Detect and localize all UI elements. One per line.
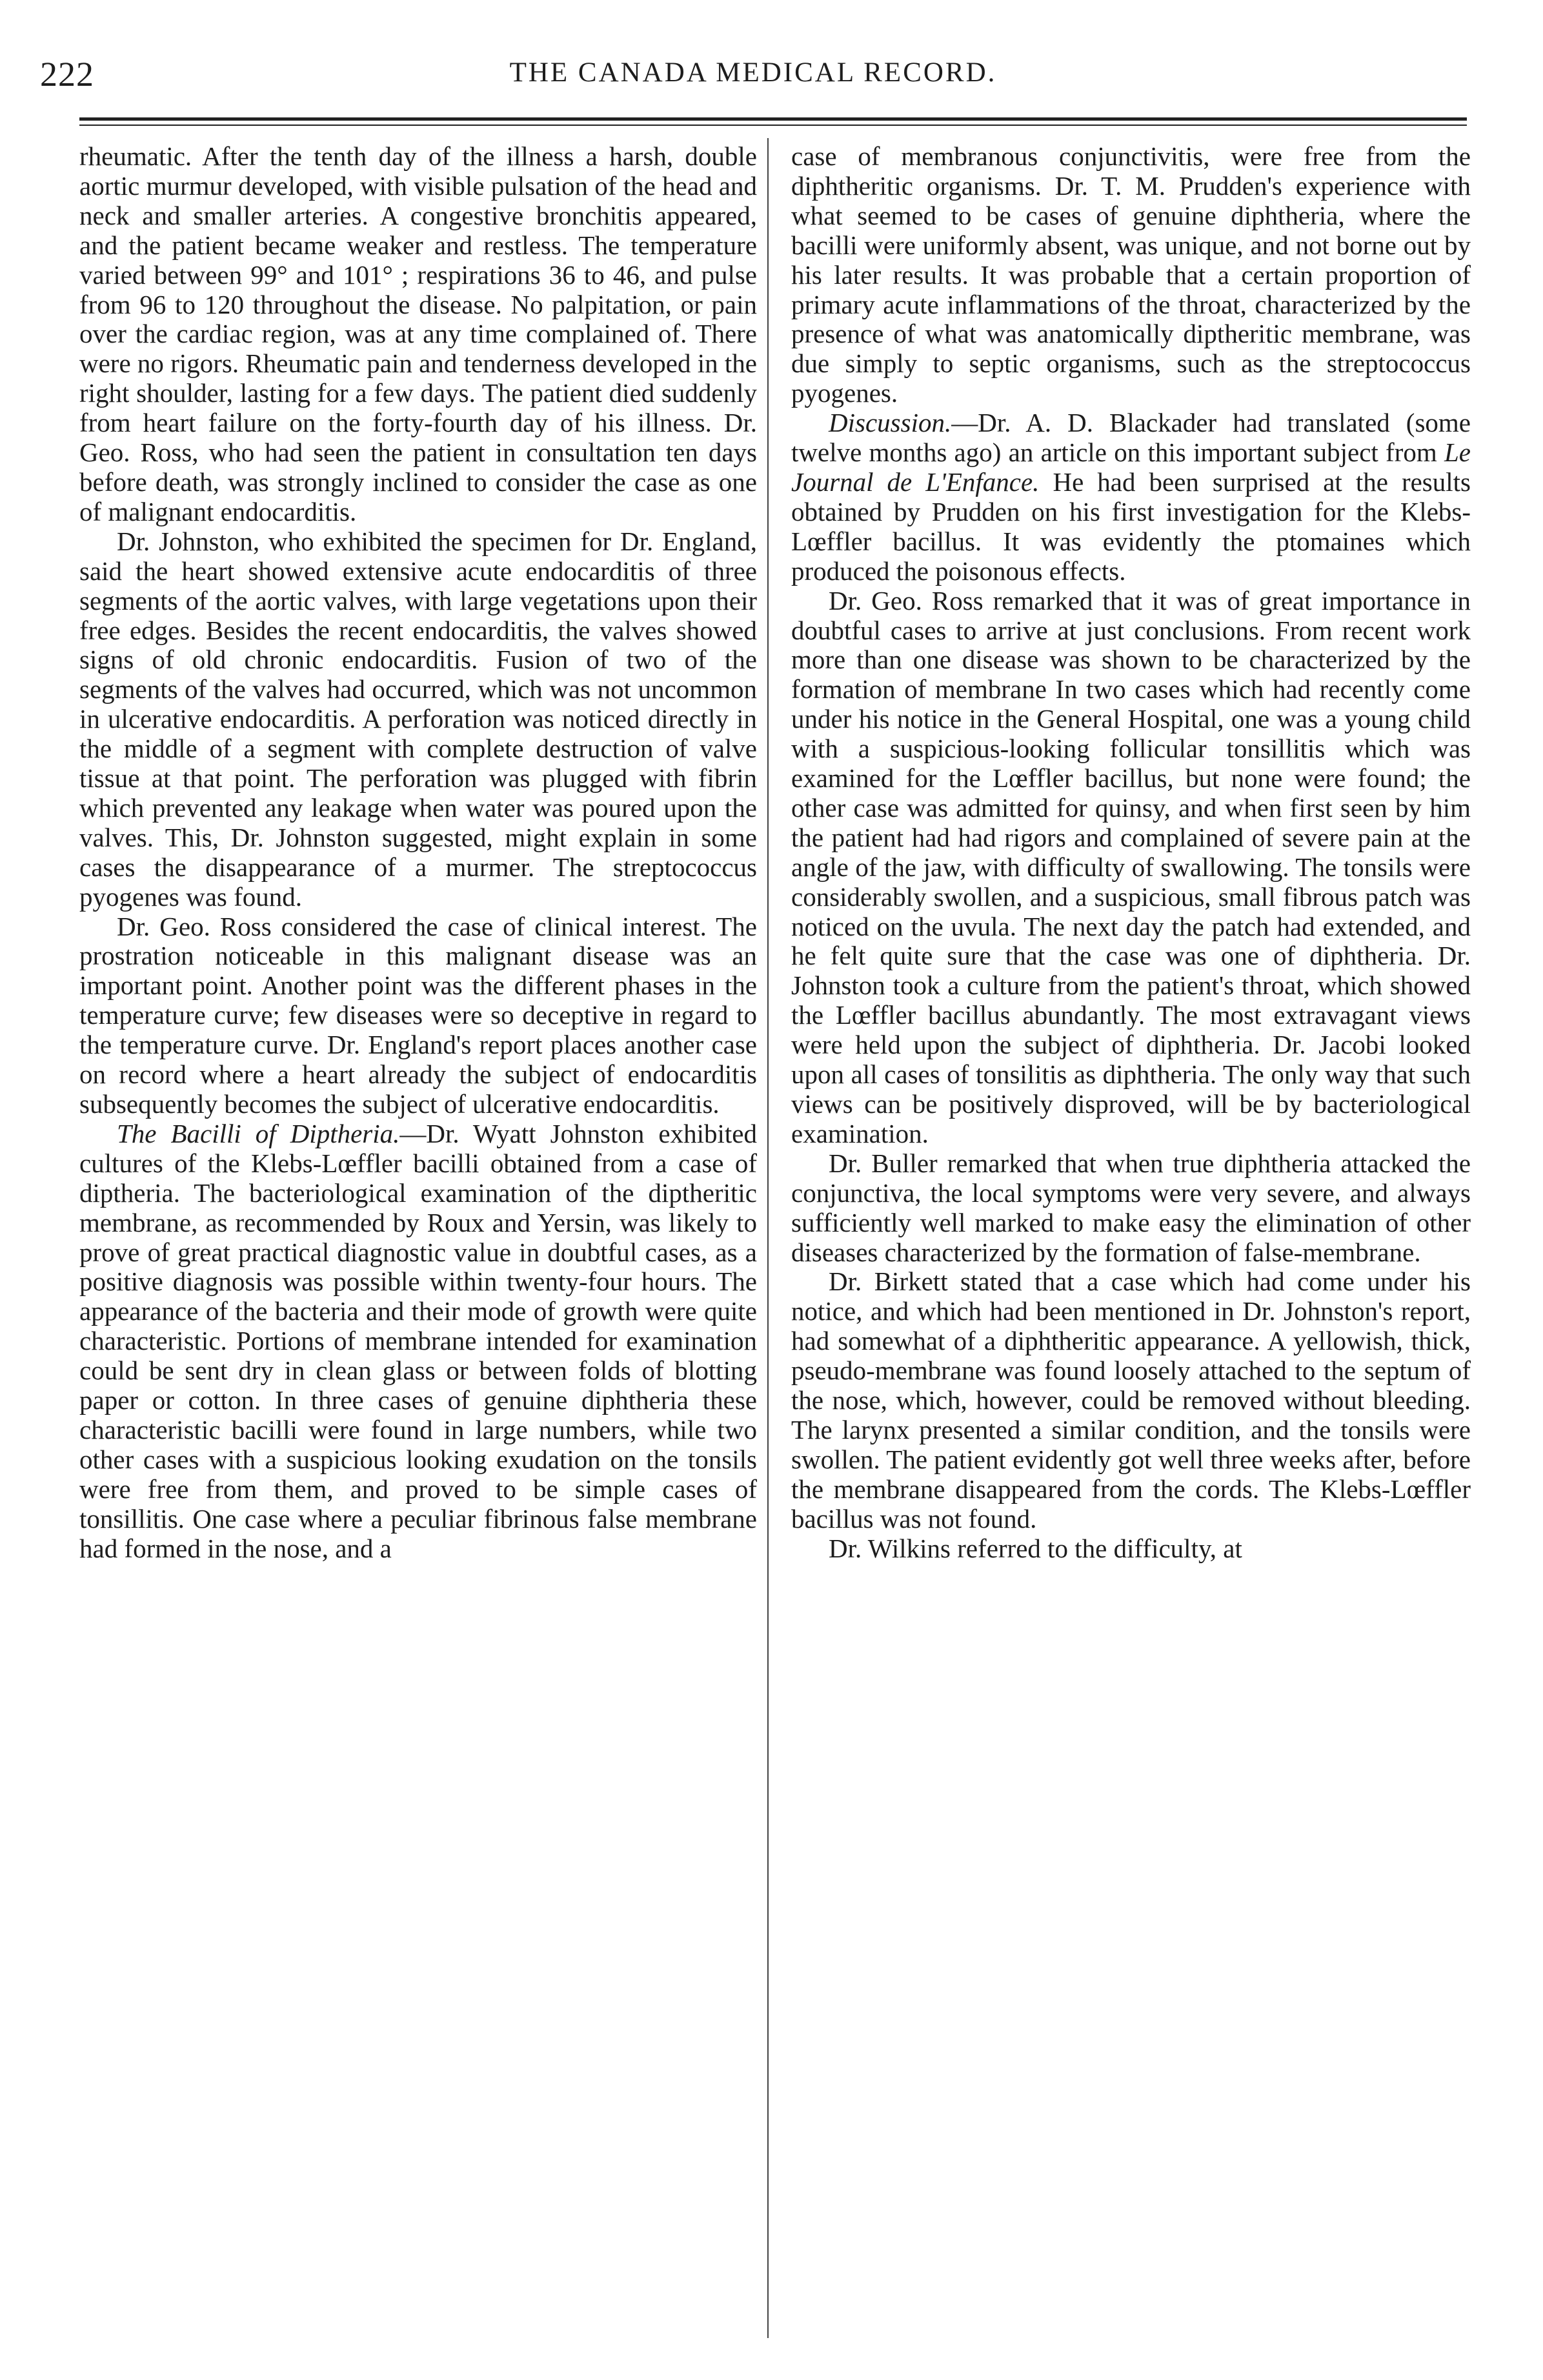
paragraph: Dr. Geo. Ross considered the case of clinical interest. The prostration noticeable in this malignant disease was an important point. Another point was the different phases in the temperature curve; few diseases were so deceptive in regard to the temperature curve. Dr. England's report places another case on record where a heart already the subject of endocarditis subsequently becomes the subject of ulcerative endocarditis.: [79, 911, 757, 1119]
page-header: [40, 50, 1466, 102]
paragraph: [79, 1119, 757, 1564]
left-column: [79, 142, 757, 2361]
running-head: THE CANADA MEDICAL RECORD.: [509, 57, 997, 88]
column-divider: [767, 138, 769, 2338]
paragraph: Dr. Wilkins referred to the difficulty, at: [829, 1533, 1242, 1563]
paragraph: rheumatic. After the tenth day of the illness a harsh, double aortic murmur developed, with visible pulsation of the head and neck and smaller arteries. A congestive bronchitis appeared, and the patient became weaker and restless. The temperature varied between 99° and 101° ; respirations 36 to 46, and pulse from 96 to 120 throughout the disease. No palpitation, or pain over the cardiac region, was at any time complained of. There were no rigors. Rheumatic pain and tenderness developed in the right shoulder, lasting for a few days. The patient died suddenly from heart failure on the forty-fourth day of his illness. Dr. Geo. Ross, who had seen the patient in consultation ten days before death, was strongly inclined to consider the case as one of malignant endocarditis.: [79, 142, 757, 526]
paragraph: Dr. Buller remarked that when true diphtheria attacked the conjunctiva, the local symptoms were very severe, and always sufficiently well marked to make easy the elimination of other diseases characterized by the formation of false-membrane.: [791, 1148, 1471, 1267]
paragraph: Dr. Geo. Ross remarked that it was of great importance in doubtful cases to arrive at just conclusions. From recent work more than one disease was shown to be characterized by the formation of membrane In two cases which had recently come under his notice in the General Hospital, one was a young child with a suspicious-looking follicular tonsillitis which was examined for the Lœffler bacillus, but none were found; the other case was admitted for quinsy, and when first seen by him the patient had had rigors and complained of severe pain at the angle of the jaw, with difficulty of swallowing. The tonsils were considerably swollen, and a suspicious, small fibrous patch was noticed on the uvula. The next day the patch had extended, and he felt quite sure that the case was one of diphtheria. Dr. Johnston took a culture from the patient's throat, which showed the Lœffler bacillus abundantly. The most extravagant views were held upon the subject of diphtheria. Dr. Jacobi looked upon all cases of tonsilitis as diphtheria. The only way that such views can be positively disproved, will be by bacteriological examination.: [791, 585, 1471, 1148]
section-heading: The Bacilli of Diptheria.: [117, 1118, 400, 1148]
journal-title: Le Journal de L'Enfance.: [791, 437, 1471, 497]
section-heading: Discussion.: [829, 408, 952, 438]
paragraph-text: —Dr. Wyatt Johnston exhibited cultures of the Klebs-Lœffler bacilli obtained from a case of diptheria. The bacteriological examination of the diptheritic membrane, as recommended by Roux and Yersin, was likely to prove of great practical diagnostic value in doubtful cases, as a positive diagnosis was possible within twenty-four hours. The appearance of the bacteria and their mode of growth were quite characteristic. Portions of membrane intended for examination could be sent dry in clean glass or between folds of blotting paper or cotton. In three cases of genuine diphtheria these characteristic bacilli were found in large numbers, while two other cases with a suspicious looking exudation on the tonsils were free from them, and proved to be simple cases of tonsillitis. One case where a peculiar fibrinous false membrane had formed in the nose, and a: [79, 1118, 757, 1563]
right-column: [791, 142, 1471, 2361]
paragraph-text: —Dr. A. D. Blackader had translated (some twelve months ago) an article on this important subject from: [791, 408, 1471, 468]
paragraph: case of membranous conjunctivitis, were free from the diphtheritic organisms. Dr. T. M. Prudden's experience with what seemed to be cases of genuine diphtheria, where the bacilli were uniformly absent, was unique, and not borne out by his later results. It was probable that a certain proportion of primary acute inflammations of the throat, characterized by the presence of what was anatomically diptheritic membrane, was due simply to septic organisms, such as the streptococcus pyogenes.: [791, 142, 1471, 408]
header-rule-thin: [79, 125, 1467, 126]
page-number: 222: [40, 55, 94, 94]
paragraph: [791, 408, 1471, 586]
paragraph: Dr. Johnston, who exhibited the specimen for Dr. England, said the heart showed extensive acute endocarditis of three segments of the aortic valves, with large vegetations upon their free edges. Besides the recent endocarditis, the valves showed signs of old chronic endocarditis. Fusion of two of the segments of the valves had occurred, which was not uncommon in ulcerative endocarditis. A perforation was noticed directly in the middle of a segment with complete destruction of valve tissue at that point. The perforation was plugged with fibrin which prevented any leakage when water was poured upon the valves. This, Dr. Johnston suggested, might explain in some cases the disappearance of a murmer. The streptococcus pyogenes was found.: [79, 526, 757, 912]
paragraph-text: He had been surprised at the results obtained by Prudden on his first investigation for the Klebs-Lœffler bacillus. It was evidently the ptomaines which produced the poisonous effects.: [791, 466, 1471, 586]
header-rule-thick: [79, 117, 1467, 121]
paragraph: Dr. Birkett stated that a case which had come under his notice, and which had been mentioned in Dr. Johnston's report, had somewhat of a diphtheritic appearance. A yellowish, thick, pseudo-membrane was found loosely attached to the septum of the nose, which, however, could be removed without bleeding. The larynx presented a similar condition, and the tonsils were swollen. The patient evidently got well three weeks after, before the membrane disappeared from the cords. The Klebs-Lœffler bacillus was not found.: [791, 1266, 1471, 1534]
